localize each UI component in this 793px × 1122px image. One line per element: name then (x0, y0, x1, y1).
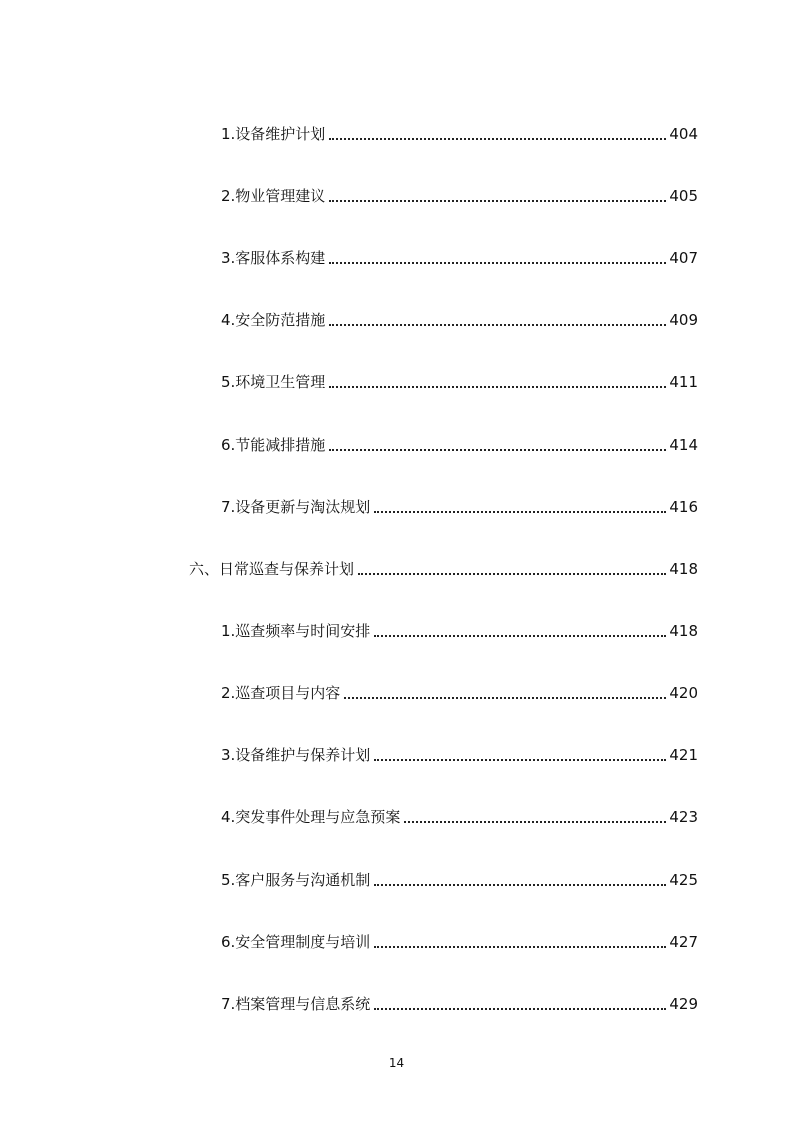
toc-entry-page: 411 (669, 373, 698, 391)
toc-entry[interactable] (221, 741, 698, 765)
toc-entry-page: 425 (669, 871, 698, 889)
toc-entry-page: 421 (669, 746, 698, 764)
toc-dot-leader (358, 572, 666, 575)
toc-dot-leader (329, 137, 666, 140)
toc-dot-leader (374, 1007, 666, 1010)
toc-dot-leader (374, 758, 666, 761)
toc-entry-title: 3.客服体系构建 (221, 249, 326, 267)
toc-entry[interactable] (221, 990, 698, 1014)
toc-section-entry[interactable] (189, 555, 698, 579)
toc-dot-leader (404, 820, 666, 823)
toc-dot-leader (374, 510, 666, 513)
toc-entry-page: 409 (669, 311, 698, 329)
toc-entry[interactable] (221, 493, 698, 517)
toc-entry-page: 418 (669, 622, 698, 640)
toc-entry-page: 405 (669, 187, 698, 205)
toc-entry[interactable] (221, 368, 698, 392)
toc-entry[interactable] (221, 244, 698, 268)
toc-entry-title: 7.档案管理与信息系统 (221, 995, 371, 1013)
toc-entry-page: 420 (669, 684, 698, 702)
toc-dot-leader (329, 199, 666, 202)
toc-entry-title: 7.设备更新与淘汰规划 (221, 498, 371, 516)
toc-entry[interactable] (221, 617, 698, 641)
toc-dot-leader (374, 883, 666, 886)
toc-entry-title: 5.环境卫生管理 (221, 373, 326, 391)
toc-entry[interactable] (221, 182, 698, 206)
toc-entry[interactable] (221, 431, 698, 455)
toc-entry[interactable] (221, 306, 698, 330)
toc-section-title: 六、日常巡查与保养计划 (189, 560, 355, 578)
toc-entry-page: 416 (669, 498, 698, 516)
toc-entry[interactable] (221, 928, 698, 952)
toc-entry-page: 423 (669, 808, 698, 826)
toc-dot-leader (374, 634, 666, 637)
toc-entry[interactable] (221, 866, 698, 890)
toc-entry-title: 5.客户服务与沟通机制 (221, 871, 371, 889)
toc-entry-title: 6.节能减排措施 (221, 436, 326, 454)
toc-dot-leader (374, 945, 666, 948)
toc-entry-title: 1.巡查频率与时间安排 (221, 622, 371, 640)
page-number: 14 (388, 1056, 405, 1070)
toc-entry-title: 1.设备维护计划 (221, 125, 326, 143)
toc-dot-leader (329, 385, 666, 388)
toc-entry-title: 6.安全管理制度与培训 (221, 933, 371, 951)
toc-entry-page: 407 (669, 249, 698, 267)
toc-entry-title: 4.安全防范措施 (221, 311, 326, 329)
toc-entry-title: 4.突发事件处理与应急预案 (221, 808, 401, 826)
toc-entry-title: 2.巡查项目与内容 (221, 684, 341, 702)
toc-entry[interactable] (221, 120, 698, 144)
toc-entry[interactable] (221, 679, 698, 703)
toc-entry-title: 2.物业管理建议 (221, 187, 326, 205)
toc-entry-page: 414 (669, 436, 698, 454)
toc-entry-page: 427 (669, 933, 698, 951)
toc-dot-leader (344, 696, 666, 699)
toc-entry[interactable] (221, 803, 698, 827)
toc-dot-leader (329, 448, 666, 451)
toc-dot-leader (329, 323, 666, 326)
toc-entry-page: 404 (669, 125, 698, 143)
toc-entry-page: 418 (669, 560, 698, 578)
toc-entry-title: 3.设备维护与保养计划 (221, 746, 371, 764)
toc-dot-leader (329, 261, 666, 264)
toc-entry-page: 429 (669, 995, 698, 1013)
